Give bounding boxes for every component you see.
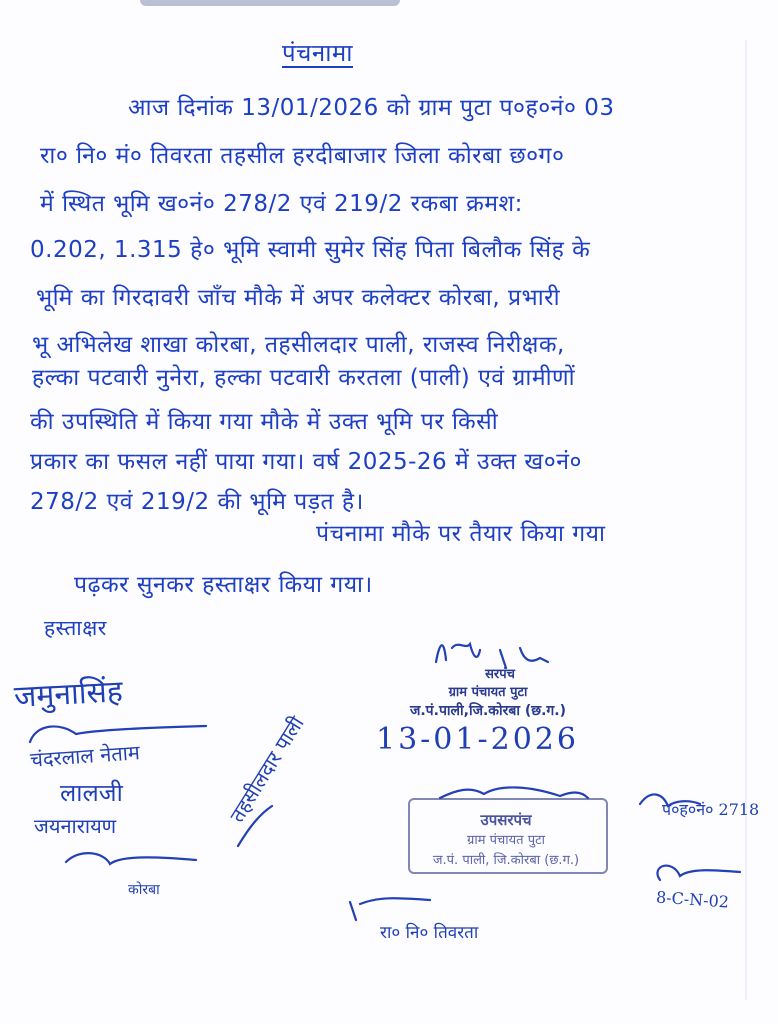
signature-korba: कोरबा (128, 882, 160, 898)
upsarpanch-scribble (440, 787, 588, 798)
revenue-scribble (350, 898, 430, 920)
right-margin-line (745, 40, 747, 1000)
body-line-6: भू अभिलेख शाखा कोरबा, तहसीलदार पाली, राजस्व निरीक्षक, (32, 332, 565, 358)
sarpanch-date: 13-01-2026 (376, 722, 579, 757)
body-line-12: पढ़कर सुनकर हस्ताक्षर किया गया। (74, 572, 373, 598)
sarpanch-stamp-panchayat: ग्राम पंचायत पुटा (448, 685, 528, 700)
body-line-9: प्रकार का फसल नहीं पाया गया। वर्ष 2025-26 में उक्त ख०नं० (30, 449, 582, 475)
signature-lalji: लालजी (60, 779, 123, 807)
body-line-10: 278/2 एवं 219/2 की भूमि पड़त है। (30, 489, 364, 515)
upsarpanch-stamp-address: ज.पं. पाली, जि.कोरबा (छ.ग.) (432, 853, 580, 868)
upsarpanch-stamp-panchayat: ग्राम पंचायत पुटा (467, 833, 545, 848)
body-line-2: रा० नि० मं० तिवरता तहसील हरदीबाजार जिला कोरबा छ०ग० (40, 143, 565, 169)
body-line-1: आज दिनांक 13/01/2026 को ग्राम पुटा प०ह०नं० 03 (128, 95, 615, 121)
top-scan-edge (140, 0, 400, 6)
signature-date-code: 8-C-N-02 (655, 887, 730, 912)
body-line-11: पंचनामा मौके पर तैयार किया गया (316, 521, 606, 547)
sarpanch-stamp-address: ज.पं.पाली,जि.कोरबा (छ.ग.) (409, 703, 567, 719)
body-line-8: की उपस्थिति में किया गया मौके में उक्त भूमि पर किसी (30, 409, 499, 435)
signature-jamuna-singh: जमुनासिंह (13, 674, 124, 715)
body-line-7: हल्का पटवारी नुनेरा, हल्का पटवारी करतला (पाली) एवं ग्रामीणों (32, 365, 576, 391)
signature-patwari-number: प०ह०नं० 2718 (662, 800, 760, 819)
upsarpanch-stamp-title: उपसरपंच (480, 811, 532, 829)
document-title: पंचनामा (282, 39, 353, 67)
signature-tahsildar: तहसीलदार पाली (224, 712, 309, 827)
signature-jaynarayan: जयनारायण (34, 814, 117, 838)
korba-scribble (66, 853, 196, 864)
right-bottom-scribble (657, 866, 740, 880)
body-line-4: 0.202, 1.315 हे० भूमि स्वामी सुमेर सिंह पिता बिलौक सिंह के (30, 237, 591, 263)
signature-chandarlal: चंदरलाल नेताम (29, 740, 141, 772)
body-line-5: भूमि का गिरदावरी जाँच मौके में अपर कलेक्टर कोरबा, प्रभारी (36, 285, 561, 311)
signature-revenue-inspector: रा० नि० तिवरता (380, 923, 479, 943)
sarpanch-stamp-title: सरपंच (485, 667, 515, 682)
signatures-heading: हस्ताक्षर (44, 616, 107, 640)
body-line-3: में स्थित भूमि ख०नं० 278/2 एवं 219/2 रकबा क्रमश: (40, 191, 523, 217)
